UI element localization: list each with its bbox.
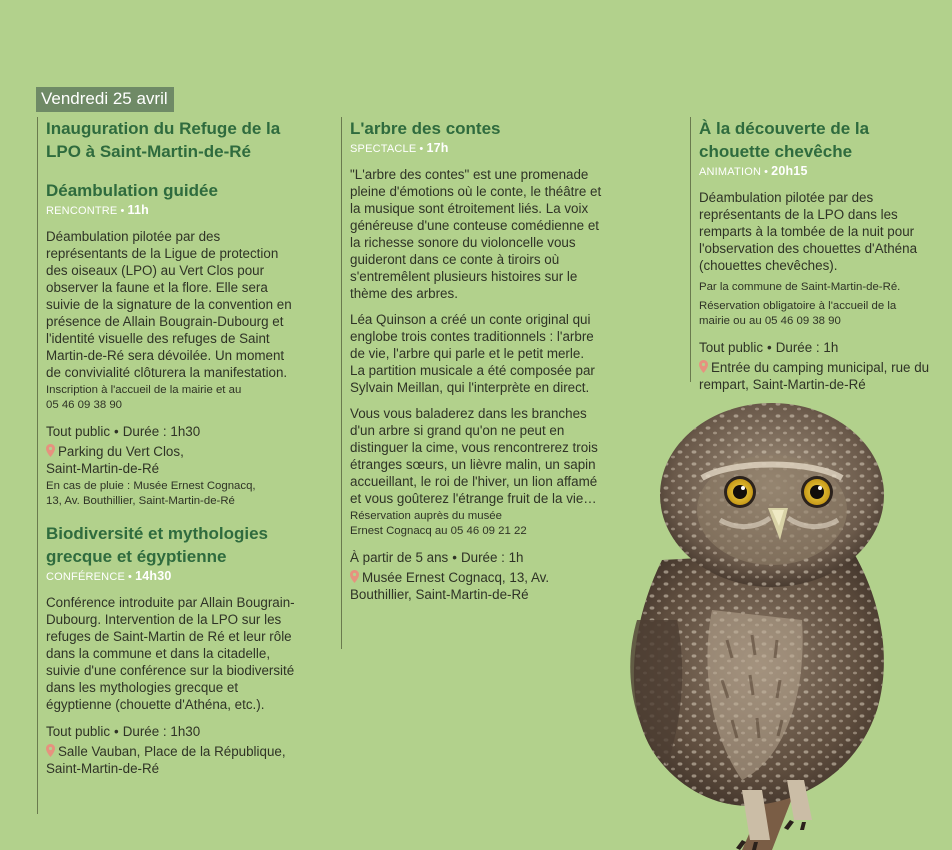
location-pin-icon [350, 570, 359, 583]
main-title: Inauguration du Refuge de la LPO à Saint-Martin-de-Ré [46, 119, 281, 161]
event-para-2: Léa Quinson a créé un conte original qui englobe trois contes traditionnels : l'arbre de vie, l'arbre qui parle et le petit merle. La partition musicale a été composée par Sylvain Meillan, qui l'interprète en direct. [350, 312, 595, 395]
event-time: 17h [426, 141, 449, 155]
event-tag: RENCONTRE • 11h [46, 203, 149, 217]
event-description: Conférence introduite par Allain Bougrain-Dubourg. Intervention de la LPO sur les refuges de Saint-Martin de Ré et leur rôle dans la commune et dans la citadelle, suivie d'une conférence sur la biodiversité dans les mythologies grecque et égyptienne (chouette d'Athéna, etc.). [46, 595, 295, 712]
event-tag: CONFÉRENCE • 14h30 [46, 569, 172, 583]
event-reservation: Réservation obligatoire à l'accueil de la mairie ou au 05 46 09 38 90 [699, 300, 897, 327]
event-description: Déambulation pilotée par des représentants de la Ligue de protection des oiseaux (LPO) au Vert Clos pour observer la faune et la flore. Elle sera suivie de la signature de la convention en présence de Allain Bougrain-Dubourg et l'identité visuelle des refuges de Saint Martin-de-Ré sera dévoilée. Un moment de convivialité clôturera la manifestation. [46, 229, 292, 380]
duration-label: Durée : 1h30 [122, 724, 201, 739]
event-para-1: "L'arbre des contes" est une promenade pleine d'émotions où le conte, le théâtre et la musique sont étroitement liés. La voix généreuse d'une conteuse comédienne et la richesse sonore du violoncelle vous guideront dans ce conte à tiroirs où s'entremêlent plusieurs histoires sur le thème des arbres. [350, 167, 602, 301]
event-type: CONFÉRENCE [46, 571, 126, 583]
column-arbre-des-contes [341, 117, 619, 649]
event-public: Tout public • Durée : 1h30 [46, 724, 201, 739]
event-para-3: Vous vous baladerez dans les branches d'un arbre si grand qu'on ne peut en distinguer la cime, vous rencontrerez trois étranges sœurs, un lièvre malin, un sapin accueillant, le roi de l'hiver, un lion affamé et vous goûterez l'étrange fruit de la vie… [350, 406, 598, 506]
location-text: Musée Ernest Cognacq, 13, Av. Bouthillier, Saint-Martin-de-Ré [350, 570, 550, 602]
location-pin-icon [46, 444, 55, 457]
public-label: À partir de 5 ans [350, 550, 449, 565]
event-time: 20h15 [771, 164, 808, 178]
event-public: À partir de 5 ans • Durée : 1h [350, 550, 524, 565]
event-title: Déambulation guidée [46, 181, 218, 200]
owl-photo [592, 400, 932, 850]
event-title: L'arbre des contes [350, 119, 501, 138]
event-location [699, 359, 939, 393]
location-text: Parking du Vert Clos, Saint-Martin-de-Ré [46, 444, 184, 476]
event-public: Tout public • Durée : 1h30 [46, 424, 201, 439]
event-type: ANIMATION [699, 166, 762, 178]
event-type: SPECTACLE [350, 143, 417, 155]
event-type: RENCONTRE [46, 205, 118, 217]
event-reservation: Réservation auprès du musée Ernest Cognacq au 05 46 09 21 22 [350, 510, 527, 537]
event-public: Tout public • Durée : 1h [699, 340, 839, 355]
rain-note: En cas de pluie : Musée Ernest Cognacq, 13, Av. Bouthillier, Saint-Martin-de-Ré [46, 480, 256, 507]
event-conference [46, 522, 307, 777]
location-text: Salle Vauban, Place de la République, Saint-Martin-de-Ré [46, 744, 286, 776]
event-description: Déambulation pilotée par des représentants de la LPO dans les remparts à la tombée de la nuit pour l'observation des chouettes d'Athéna (chouettes chevêches). [699, 190, 918, 273]
event-tag: ANIMATION • 20h15 [699, 164, 808, 178]
location-pin-icon [699, 360, 708, 373]
duration-label: Durée : 1h [775, 340, 839, 355]
location-text: Entrée du camping municipal, rue du rempart, Saint-Martin-de-Ré [699, 360, 930, 392]
event-location [46, 743, 311, 777]
event-deambulation [46, 179, 307, 509]
public-label: Tout public [699, 340, 764, 355]
event-title: À la découverte de la chouette chevêche [699, 119, 870, 161]
date-banner: Vendredi 25 avril [36, 87, 174, 112]
duration-label: Durée : 1h [460, 550, 524, 565]
event-inscription: Inscription à l'accueil de la mairie et au 05 46 09 38 90 [46, 384, 242, 411]
event-time: 11h [127, 203, 149, 217]
event-location [46, 443, 206, 477]
event-time: 14h30 [135, 569, 172, 583]
duration-label: Durée : 1h30 [122, 424, 201, 439]
event-tag: SPECTACLE • 17h [350, 141, 449, 155]
location-pin-icon [46, 744, 55, 757]
column-chouette-cheveche [690, 117, 952, 392]
public-label: Tout public [46, 424, 111, 439]
public-label: Tout public [46, 724, 111, 739]
event-organizer: Par la commune de Saint-Martin-de-Ré. [699, 281, 901, 293]
event-title: Biodiversité et mythologies grecque et égyptienne [46, 524, 268, 566]
event-location [350, 569, 580, 603]
column-inauguration [37, 117, 307, 814]
